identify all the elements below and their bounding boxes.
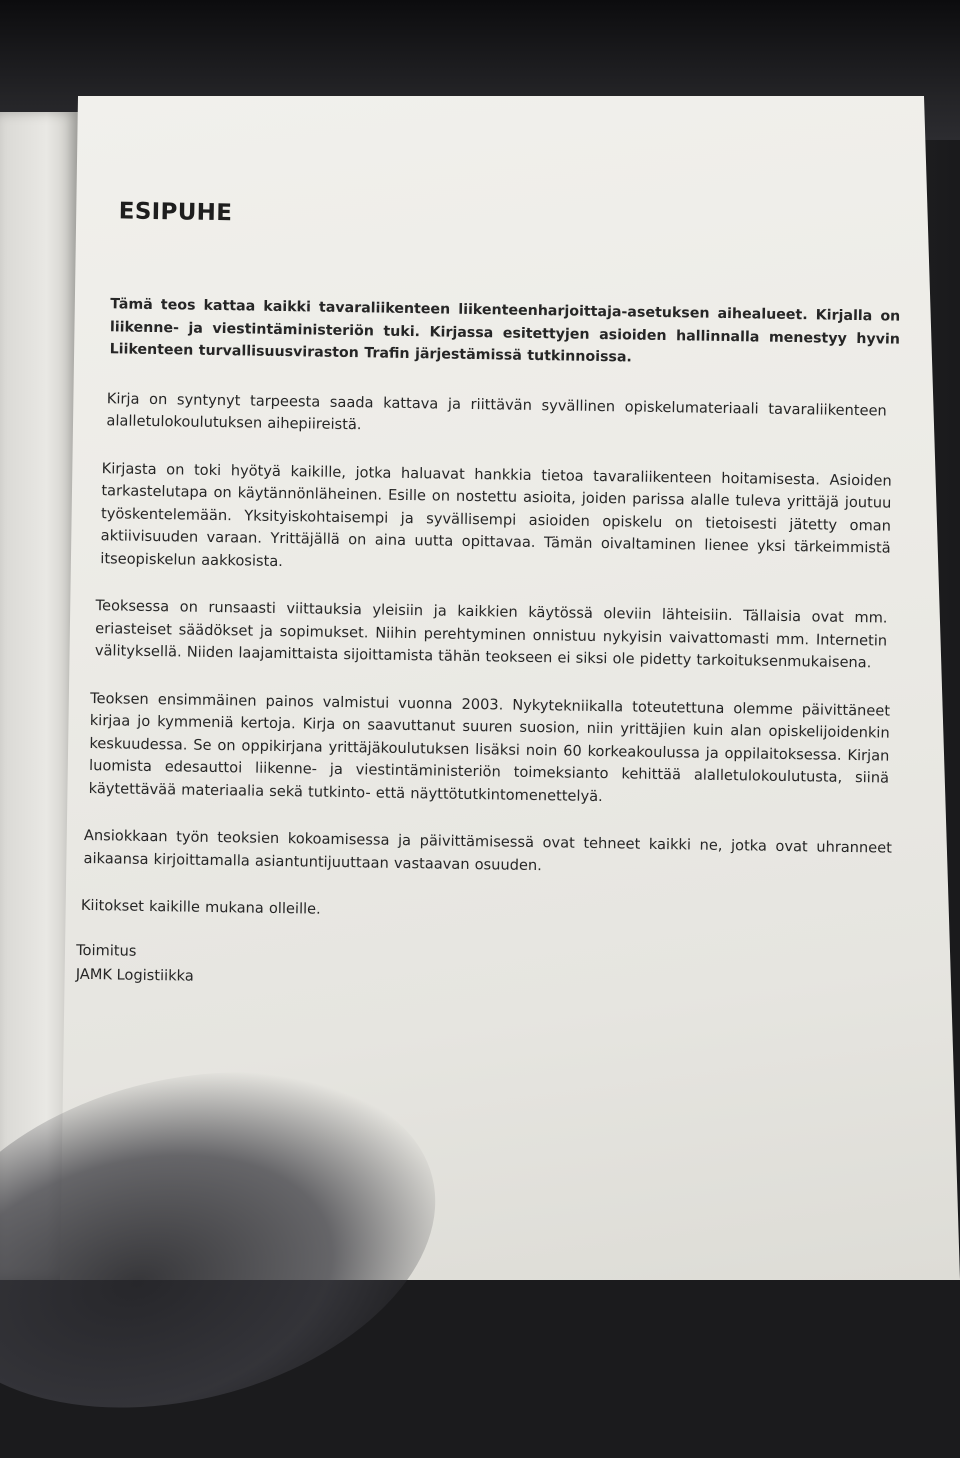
- thanks-paragraph: Kiitokset kaikille mukana olleille.: [80, 896, 321, 918]
- intro-paragraph: Tämä teos kattaa kaikki tavaraliikenteen liikenteenharjoittaja-asetuksen aihealueet. Kirjalla on liikenne- ja viestintäministeriön tuki. Kirjassa esitettyjen asioiden hallinnalla menestyy hyvin Liikenteen turvallisuusviraston Trafin järjestämissä tutkinnoissa.: [109, 296, 901, 366]
- page-title: ESIPUHE: [118, 198, 233, 227]
- signature-editor: Toimitus: [76, 941, 137, 960]
- signature-organization: JAMK Logistiikka: [75, 965, 194, 985]
- paragraph-2: Kirjasta on toki hyötyä kaikille, jotka haluavat hankkia tietoa tavaraliikenteen hoitamisesta. Asioiden tarkastelutapa on käytännönläheinen. Esille on nostettu asioita, joiden parissa alalle tuleva yrittäjä joutuu työskentelemään. Yksityiskohtaisempi ja syvällisempi asioiden opiskelu on tietoisesti jätetty oman aktiivisuuden varaan. Yrittäjällä on aina uutta opittavaa. Tämän oivaltaminen lienee yksi tärkeimmistä itseopiskelun aakkosista.: [100, 459, 892, 570]
- paragraph-5: Ansiokkaan työn teoksien kokoamisessa ja päivittämisessä ovat tehneet kaikki ne, jotka ovat uhranneet aikaansa kirjoittamalla asiantuntijuuttaan vastaavan osuuden.: [83, 826, 893, 874]
- paragraph-1: Kirja on syntynyt tarpeesta saada kattava ja riittävän syvällinen opiskelumateriaali tavaraliikenteen alalletulokoulutuksen aihepiireistä.: [106, 389, 887, 434]
- paragraph-4: Teoksen ensimmäinen painos valmistui vuonna 2003. Nykytekniikalla toteutettuna olemme päivittäneet kirjaa jo kymmeniä kertoja. Kirja on saavuttanut suuren suosion, niin yrittäjien kuin alan opiskelijoidenkin keskuudessa. Se on oppikirjana yrittäjäkoulutuksen lisäksi noin 60 korkeakoulussa ja oppilaitoksessa. Kirjan luomista edesauttoi liikenne- ja viestintäministeriön toimeksianto kehittää alalletulokoulutusta, siinä käytettävää materiaalia sekä tutkinto- että näyttötutkintomenettelyä.: [88, 689, 891, 805]
- page-content: [75, 198, 922, 999]
- paragraph-3: Teoksessa on runsaasti viittauksia yleisiin ja kaikkien käytössä oleviin lähteisiin. Tällaisia ovat mm. eriasteiset säädökset ja sopimukset. Niihin perehtyminen onnistuu nykyisin vaivattomasti mm. Internetin välityksellä. Niiden laajamittaista sijoittamista tähän teokseen ei siksi ole pidetty tarkoituksenmukaisena.: [94, 597, 888, 672]
